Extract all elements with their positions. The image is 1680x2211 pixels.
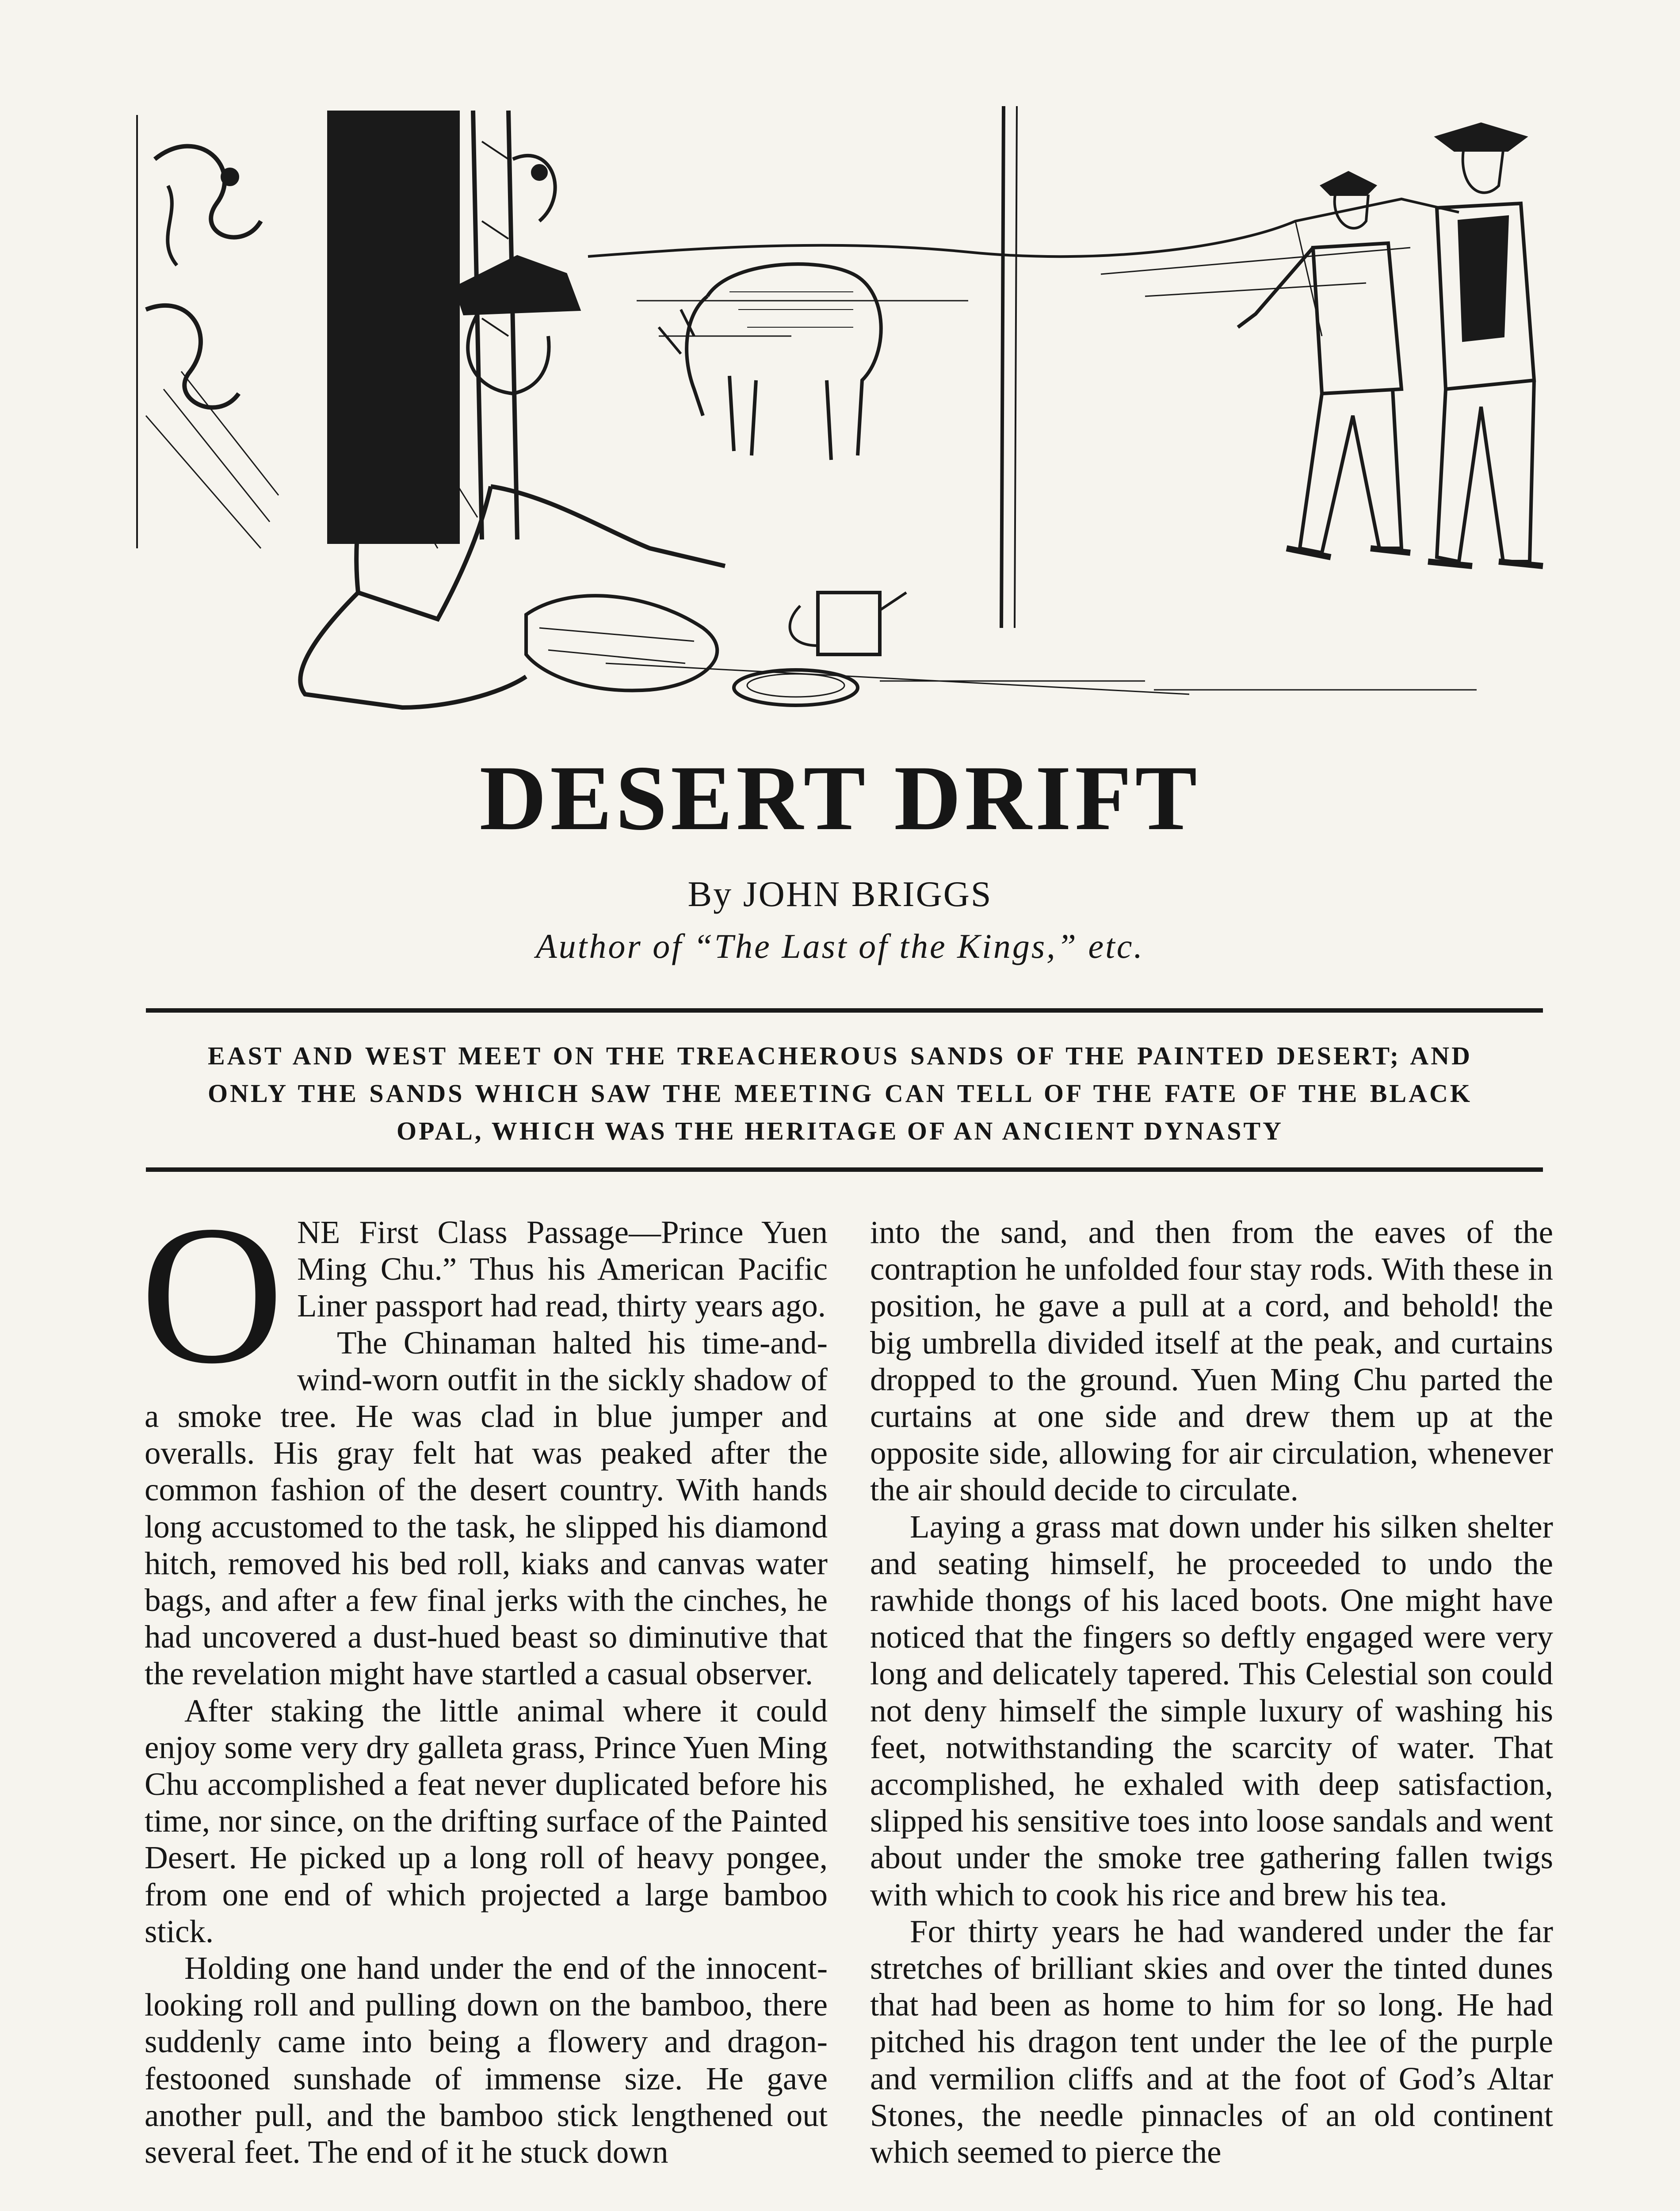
cowboy-left — [1238, 172, 1410, 557]
blurb-rule-top — [146, 1008, 1543, 1013]
header-illustration — [128, 106, 1552, 734]
umbrella-pole — [1001, 106, 1017, 628]
story-blurb: EAST AND WEST MEET ON THE TREACHEROUS SANDS OF THE PAINTED DESERT; AND ONLY THE SANDS WHICH SAW THE MEETING CAN TELL OF THE FATE OF THE BLACK OPAL, WHICH WAS THE HERITAGE OF AN ANCIENT DYNASTY — [208, 1041, 1472, 1145]
paragraph: The Chinaman halted his time-and-wind-worn outfit in the sickly shadow of a smoke tree. He was clad in blue jumper and overalls. His gray felt hat was peaked after the common fashion of the desert country. With hands long accustomed to the task, he slipped his diamond hitch, removed his bed roll, kiaks and canvas water bags, and after a few final jerks with the cinches, he had uncovered a dust-hued beast so diminutive that the revelation might have startled a casual observer. — [145, 1324, 828, 1692]
paragraph: Holding one hand under the end of the innocent-looking roll and pulling down on the bamboo, there suddenly came into being a flowery and dragon-festooned sunshade of immense size. He gave another pull, and the bamboo stick lengthened out several feet. The end of it he stuck down — [145, 1950, 828, 2170]
paragraph: Laying a grass mat down under his silken shelter and seating himself, he proceeded to undo the rawhide thongs of his laced boots. One might have noticed that the fingers so deftly engaged were very long and delicately tapered. This Celestial son could not deny himself the simple luxury of washing his feet, notwithstanding the scarcity of water. That accomplished, he exhaled with deep satisfaction, slipped his sensitive toes into loose sandals and went about under the smoke tree gathering fallen twigs with which to cook his rice and brew his tea. — [870, 1508, 1553, 1913]
paragraph: into the sand, and then from the eaves of the contraption he unfolded four stay rods. With these in position, he gave a pull at a cord, and behold! the big umbrella divided itself at the peak, and curtains dropped to the ground. Yuen Ming Chu parted the curtains at one side and drew them up at the opposite side, allowing for air circulation, whenever the air should decide to circulate. — [870, 1214, 1553, 1508]
author-credit: Author of “The Last of the Kings,” etc. — [536, 927, 1144, 965]
blurb-rule-bottom — [146, 1167, 1543, 1172]
camp-utensils — [606, 593, 1189, 705]
burro-figure — [659, 264, 881, 460]
paragraph: For thirty years he had wandered under the far stretches of brilliant skies and over the tinted dunes that had been as home to him for so long. He had pitched his dragon tent under the lee of the purple and vermilion cliffs and at the foot of God’s Altar Stones, the needle pinnacles of an old continent which seemed to pierce the — [870, 1913, 1553, 2170]
story-title: DESERT DRIFT — [479, 747, 1201, 849]
paragraph: ONE First Class Passage—Prince Yuen Ming Chu.” Thus his American Pacific Liner passport had read, thirty years ago. — [140, 1185, 828, 1405]
text-column-left — [140, 1185, 828, 2170]
drop-cap: O — [140, 1185, 284, 1405]
text-column-right — [870, 1214, 1553, 2170]
paragraph: After staking the little animal where it could enjoy some very dry galleta grass, Prince Yuen Ming Chu accomplished a feat never duplicated before his time, nor since, on the drifting surface of the Painted Desert. He picked up a long roll of heavy pongee, from one end of which projected a large bamboo stick. — [145, 1692, 828, 1949]
byline: By JOHN BRIGGS — [687, 874, 993, 914]
smoke-tree-trunk — [327, 111, 517, 544]
desert-horizon — [588, 199, 1459, 336]
cowboy-right — [1428, 124, 1543, 566]
